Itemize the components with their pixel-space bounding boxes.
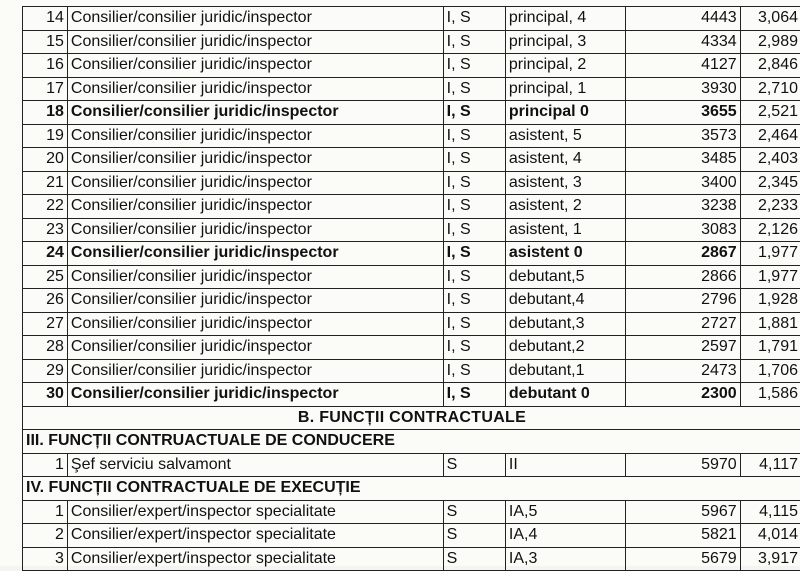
coefficient-value: 2,233 bbox=[740, 195, 800, 219]
salary-value: 3400 bbox=[626, 171, 740, 195]
table-row bbox=[23, 500, 800, 524]
coefficient-value: 1,706 bbox=[740, 359, 800, 383]
function-name: Consilier/consilier juridic/inspector bbox=[67, 148, 443, 172]
function-name: Consilier/consilier juridic/inspector bbox=[67, 218, 443, 242]
coefficient-value: 1,586 bbox=[740, 383, 800, 407]
table-row bbox=[23, 124, 800, 148]
salary-value: 5821 bbox=[626, 524, 740, 548]
salary-value: 4334 bbox=[626, 30, 740, 54]
function-name: Consilier/expert/inspector specialitate bbox=[67, 500, 443, 524]
grade-step: asistent 0 bbox=[505, 242, 625, 266]
salary-value: 2473 bbox=[626, 359, 740, 383]
table-row bbox=[23, 30, 800, 54]
coefficient-value: 1,881 bbox=[740, 312, 800, 336]
coefficient-value: 1,791 bbox=[740, 336, 800, 360]
salary-grid-table bbox=[22, 6, 800, 571]
studies-level: I, S bbox=[443, 195, 505, 219]
table-row bbox=[23, 218, 800, 242]
table-row bbox=[23, 265, 800, 289]
row-number: 16 bbox=[23, 54, 68, 78]
salary-value: 2300 bbox=[626, 383, 740, 407]
row-number: 1 bbox=[23, 453, 68, 477]
grade-step: debutant,4 bbox=[505, 289, 625, 313]
coefficient-value: 2,345 bbox=[740, 171, 800, 195]
function-name: Consilier/consilier juridic/inspector bbox=[67, 265, 443, 289]
grade-step: debutant,5 bbox=[505, 265, 625, 289]
salary-value: 5970 bbox=[626, 453, 740, 477]
row-number: 22 bbox=[23, 195, 68, 219]
section-heading-iii-label: III. FUNCȚII CONTRUACTUALE DE CONDUCERE bbox=[23, 430, 800, 454]
salary-value: 3485 bbox=[626, 148, 740, 172]
grade-step: asistent, 3 bbox=[505, 171, 625, 195]
grade-step: asistent, 4 bbox=[505, 148, 625, 172]
grade-step: principal, 1 bbox=[505, 77, 625, 101]
table-row bbox=[23, 336, 800, 360]
coefficient-value: 2,464 bbox=[740, 124, 800, 148]
table-row bbox=[23, 383, 800, 407]
salary-value: 2866 bbox=[626, 265, 740, 289]
salary-value: 2597 bbox=[626, 336, 740, 360]
row-number: 2 bbox=[23, 524, 68, 548]
studies-level: I, S bbox=[443, 7, 505, 31]
row-number: 1 bbox=[23, 500, 68, 524]
table-row bbox=[23, 312, 800, 336]
studies-level: S bbox=[443, 500, 505, 524]
salary-value: 2727 bbox=[626, 312, 740, 336]
row-number: 25 bbox=[23, 265, 68, 289]
table-row bbox=[23, 289, 800, 313]
row-number: 14 bbox=[23, 7, 68, 31]
salary-value: 3573 bbox=[626, 124, 740, 148]
grade-step: IA,3 bbox=[505, 547, 625, 571]
grade-step: principal 0 bbox=[505, 101, 625, 125]
table-row bbox=[23, 101, 800, 125]
section-heading-b-label: B. FUNCȚII CONTRACTUALE bbox=[23, 406, 800, 430]
grade-step: principal, 2 bbox=[505, 54, 625, 78]
table-row bbox=[23, 54, 800, 78]
grade-step: principal, 3 bbox=[505, 30, 625, 54]
grade-step: IA,4 bbox=[505, 524, 625, 548]
salary-grid-body bbox=[23, 7, 800, 571]
table-row bbox=[23, 195, 800, 219]
studies-level: I, S bbox=[443, 148, 505, 172]
row-number: 29 bbox=[23, 359, 68, 383]
table-row bbox=[23, 453, 800, 477]
section-heading-b bbox=[23, 406, 800, 430]
row-number: 24 bbox=[23, 242, 68, 266]
studies-level: I, S bbox=[443, 30, 505, 54]
grade-step: IA,5 bbox=[505, 500, 625, 524]
coefficient-value: 1,977 bbox=[740, 265, 800, 289]
function-name: Şef serviciu salvamont bbox=[67, 453, 443, 477]
row-number: 30 bbox=[23, 383, 68, 407]
studies-level: I, S bbox=[443, 383, 505, 407]
row-number: 19 bbox=[23, 124, 68, 148]
grade-step: asistent, 2 bbox=[505, 195, 625, 219]
studies-level: I, S bbox=[443, 336, 505, 360]
salary-value: 3655 bbox=[626, 101, 740, 125]
row-number: 28 bbox=[23, 336, 68, 360]
row-number: 18 bbox=[23, 101, 68, 125]
grade-step: debutant,3 bbox=[505, 312, 625, 336]
function-name: Consilier/consilier juridic/inspector bbox=[67, 7, 443, 31]
coefficient-value: 2,846 bbox=[740, 54, 800, 78]
salary-value: 5679 bbox=[626, 547, 740, 571]
section-heading-iv bbox=[23, 477, 800, 501]
table-row bbox=[23, 242, 800, 266]
function-name: Consilier/consilier juridic/inspector bbox=[67, 242, 443, 266]
coefficient-value: 2,710 bbox=[740, 77, 800, 101]
row-number: 15 bbox=[23, 30, 68, 54]
function-name: Consilier/consilier juridic/inspector bbox=[67, 336, 443, 360]
salary-value: 2867 bbox=[626, 242, 740, 266]
studies-level: I, S bbox=[443, 77, 505, 101]
function-name: Consilier/expert/inspector specialitate bbox=[67, 547, 443, 571]
grade-step: II bbox=[505, 453, 625, 477]
coefficient-value: 3,917 bbox=[740, 547, 800, 571]
row-number: 17 bbox=[23, 77, 68, 101]
grade-step: debutant,1 bbox=[505, 359, 625, 383]
function-name: Consilier/expert/inspector specialitate bbox=[67, 524, 443, 548]
table-row bbox=[23, 524, 800, 548]
function-name: Consilier/consilier juridic/inspector bbox=[67, 195, 443, 219]
grade-step: principal, 4 bbox=[505, 7, 625, 31]
salary-value: 3083 bbox=[626, 218, 740, 242]
studies-level: I, S bbox=[443, 242, 505, 266]
table-row bbox=[23, 171, 800, 195]
coefficient-value: 1,928 bbox=[740, 289, 800, 313]
row-number: 27 bbox=[23, 312, 68, 336]
grade-step: asistent, 5 bbox=[505, 124, 625, 148]
table-row bbox=[23, 148, 800, 172]
row-number: 3 bbox=[23, 547, 68, 571]
function-name: Consilier/consilier juridic/inspector bbox=[67, 30, 443, 54]
grade-step: asistent, 1 bbox=[505, 218, 625, 242]
section-heading-iii bbox=[23, 430, 800, 454]
salary-value: 2796 bbox=[626, 289, 740, 313]
coefficient-value: 2,126 bbox=[740, 218, 800, 242]
coefficient-value: 2,403 bbox=[740, 148, 800, 172]
salary-value: 3238 bbox=[626, 195, 740, 219]
table-row bbox=[23, 359, 800, 383]
function-name: Consilier/consilier juridic/inspector bbox=[67, 171, 443, 195]
row-number: 23 bbox=[23, 218, 68, 242]
studies-level: S bbox=[443, 453, 505, 477]
salary-value: 3930 bbox=[626, 77, 740, 101]
function-name: Consilier/consilier juridic/inspector bbox=[67, 54, 443, 78]
function-name: Consilier/consilier juridic/inspector bbox=[67, 101, 443, 125]
studies-level: I, S bbox=[443, 171, 505, 195]
section-heading-iv-label: IV. FUNCȚII CONTRACTUALE DE EXECUȚIE bbox=[23, 477, 800, 501]
studies-level: I, S bbox=[443, 54, 505, 78]
function-name: Consilier/consilier juridic/inspector bbox=[67, 383, 443, 407]
function-name: Consilier/consilier juridic/inspector bbox=[67, 312, 443, 336]
salary-value: 5967 bbox=[626, 500, 740, 524]
coefficient-value: 2,989 bbox=[740, 30, 800, 54]
studies-level: I, S bbox=[443, 124, 505, 148]
function-name: Consilier/consilier juridic/inspector bbox=[67, 289, 443, 313]
coefficient-value: 4,115 bbox=[740, 500, 800, 524]
salary-value: 4443 bbox=[626, 7, 740, 31]
coefficient-value: 4,014 bbox=[740, 524, 800, 548]
coefficient-value: 4,117 bbox=[740, 453, 800, 477]
studies-level: I, S bbox=[443, 312, 505, 336]
coefficient-value: 2,521 bbox=[740, 101, 800, 125]
studies-level: I, S bbox=[443, 265, 505, 289]
studies-level: S bbox=[443, 547, 505, 571]
row-number: 21 bbox=[23, 171, 68, 195]
studies-level: I, S bbox=[443, 101, 505, 125]
row-number: 20 bbox=[23, 148, 68, 172]
table-row bbox=[23, 77, 800, 101]
salary-value: 4127 bbox=[626, 54, 740, 78]
studies-level: I, S bbox=[443, 218, 505, 242]
grade-step: debutant 0 bbox=[505, 383, 625, 407]
row-number: 26 bbox=[23, 289, 68, 313]
function-name: Consilier/consilier juridic/inspector bbox=[67, 77, 443, 101]
function-name: Consilier/consilier juridic/inspector bbox=[67, 359, 443, 383]
coefficient-value: 3,064 bbox=[740, 7, 800, 31]
studies-level: S bbox=[443, 524, 505, 548]
table-row bbox=[23, 7, 800, 31]
function-name: Consilier/consilier juridic/inspector bbox=[67, 124, 443, 148]
grade-step: debutant,2 bbox=[505, 336, 625, 360]
studies-level: I, S bbox=[443, 359, 505, 383]
coefficient-value: 1,977 bbox=[740, 242, 800, 266]
studies-level: I, S bbox=[443, 289, 505, 313]
